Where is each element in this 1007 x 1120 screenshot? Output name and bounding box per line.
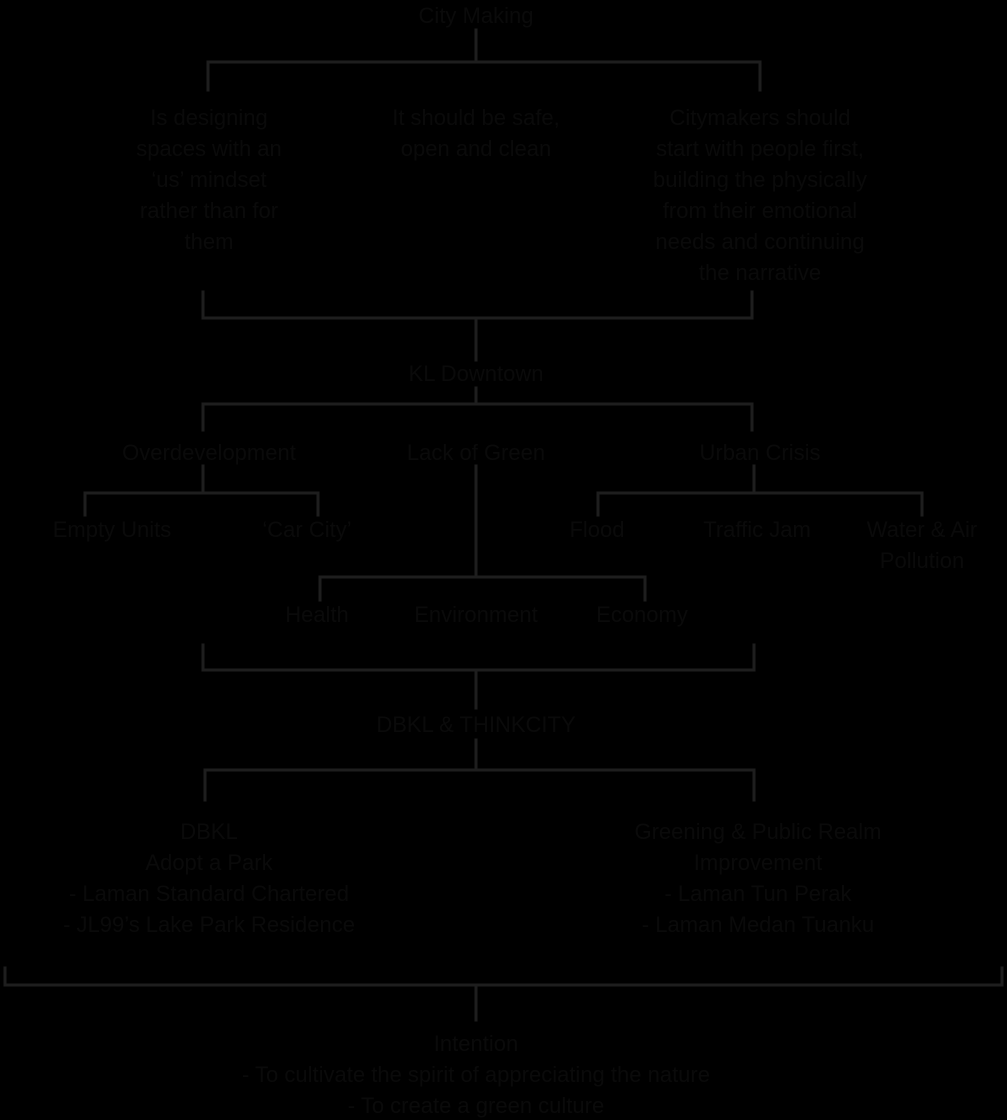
- issue-overdevelopment: [122, 437, 296, 468]
- program-dbkl: [63, 816, 355, 940]
- program-greening: [634, 816, 881, 940]
- context-label: KL Downtown: [408, 361, 544, 386]
- overdev-bracket: [85, 493, 318, 515]
- issue-child-label: Environment: [414, 602, 538, 627]
- intention-node: [242, 1028, 710, 1120]
- issue-child-label: Economy: [596, 602, 688, 627]
- issue-child-traffic-jam: [703, 514, 811, 545]
- stakeholders-node: [376, 709, 575, 740]
- definition-line: from their emotional: [662, 198, 858, 223]
- issue-child-label: Flood: [569, 517, 625, 542]
- definition-line: open and clean: [400, 136, 552, 161]
- issue-child-pollution: [847, 514, 997, 576]
- definition-line: rather than for: [139, 198, 279, 223]
- definition-safe: [392, 102, 560, 164]
- issues-bottom-bracket: [203, 645, 754, 670]
- intention-bracket: [5, 968, 1002, 985]
- issue-child-label: Water & Air Pollution: [866, 517, 978, 573]
- definition-line: building the physically: [652, 167, 868, 192]
- issue-child-economy: [596, 599, 688, 630]
- definition-line: Citymakers should: [669, 105, 851, 130]
- intention-point: - To create a green culture: [347, 1093, 605, 1118]
- issue-child-car-city: [262, 514, 351, 545]
- issue-lack-of-green: [407, 437, 545, 468]
- issue-child-flood: [569, 514, 624, 545]
- issue-child-label: ‘Car City’: [262, 517, 352, 542]
- stakeholders-label: DBKL & THINKCITY: [376, 712, 576, 737]
- programs-bracket: [205, 770, 754, 800]
- issue-child-label: Health: [285, 602, 349, 627]
- definitions-bottom-bracket: [203, 292, 752, 318]
- issue-child-health: [285, 599, 349, 630]
- definition-line: It should be safe,: [392, 105, 560, 130]
- definitions-bracket: [208, 62, 760, 90]
- issue-child-label: Traffic Jam: [703, 517, 811, 542]
- definition-line: them: [184, 229, 234, 254]
- title-node: [419, 0, 534, 31]
- intention-point: - To cultivate the spirit of appreciating the nature: [242, 1062, 710, 1087]
- issue-child-environment: [414, 599, 538, 630]
- issue-child-label: Empty Units: [52, 517, 172, 542]
- program-line: Adopt a Park: [145, 850, 273, 875]
- issue-label: Overdevelopment: [122, 440, 296, 465]
- context-node: [409, 358, 544, 389]
- program-line: - Laman Tun Perak: [664, 881, 852, 906]
- lackgreen-bracket: [320, 577, 645, 600]
- program-line: Greening & Public Realm: [634, 819, 882, 844]
- program-line: Improvement: [693, 850, 823, 875]
- issue-urban-crisis: [699, 437, 820, 468]
- definition-people-first: [653, 102, 867, 288]
- definition-line: spaces with an: [136, 136, 282, 161]
- definition-line: start with people first,: [656, 136, 864, 161]
- intention-heading: Intention: [433, 1031, 519, 1056]
- definition-line: the narrative: [698, 260, 822, 285]
- issue-child-empty-units: [53, 514, 172, 545]
- issue-label: Lack of Green: [406, 440, 546, 465]
- issues-bracket: [203, 404, 752, 430]
- issue-label: Urban Crisis: [699, 440, 821, 465]
- title-label: City Making: [418, 3, 534, 28]
- definition-us-mindset: [136, 102, 282, 257]
- program-line: - JL99’s Lake Park Residence: [63, 912, 355, 937]
- definition-line: Is designing: [150, 105, 268, 130]
- program-line: - Laman Standard Chartered: [68, 881, 350, 906]
- definition-line: ‘us’ mindset: [151, 167, 267, 192]
- definition-line: needs and continuing: [655, 229, 865, 254]
- urbancrisis-bracket: [598, 493, 922, 515]
- program-line: DBKL: [180, 819, 238, 844]
- program-line: - Laman Medan Tuanku: [641, 912, 875, 937]
